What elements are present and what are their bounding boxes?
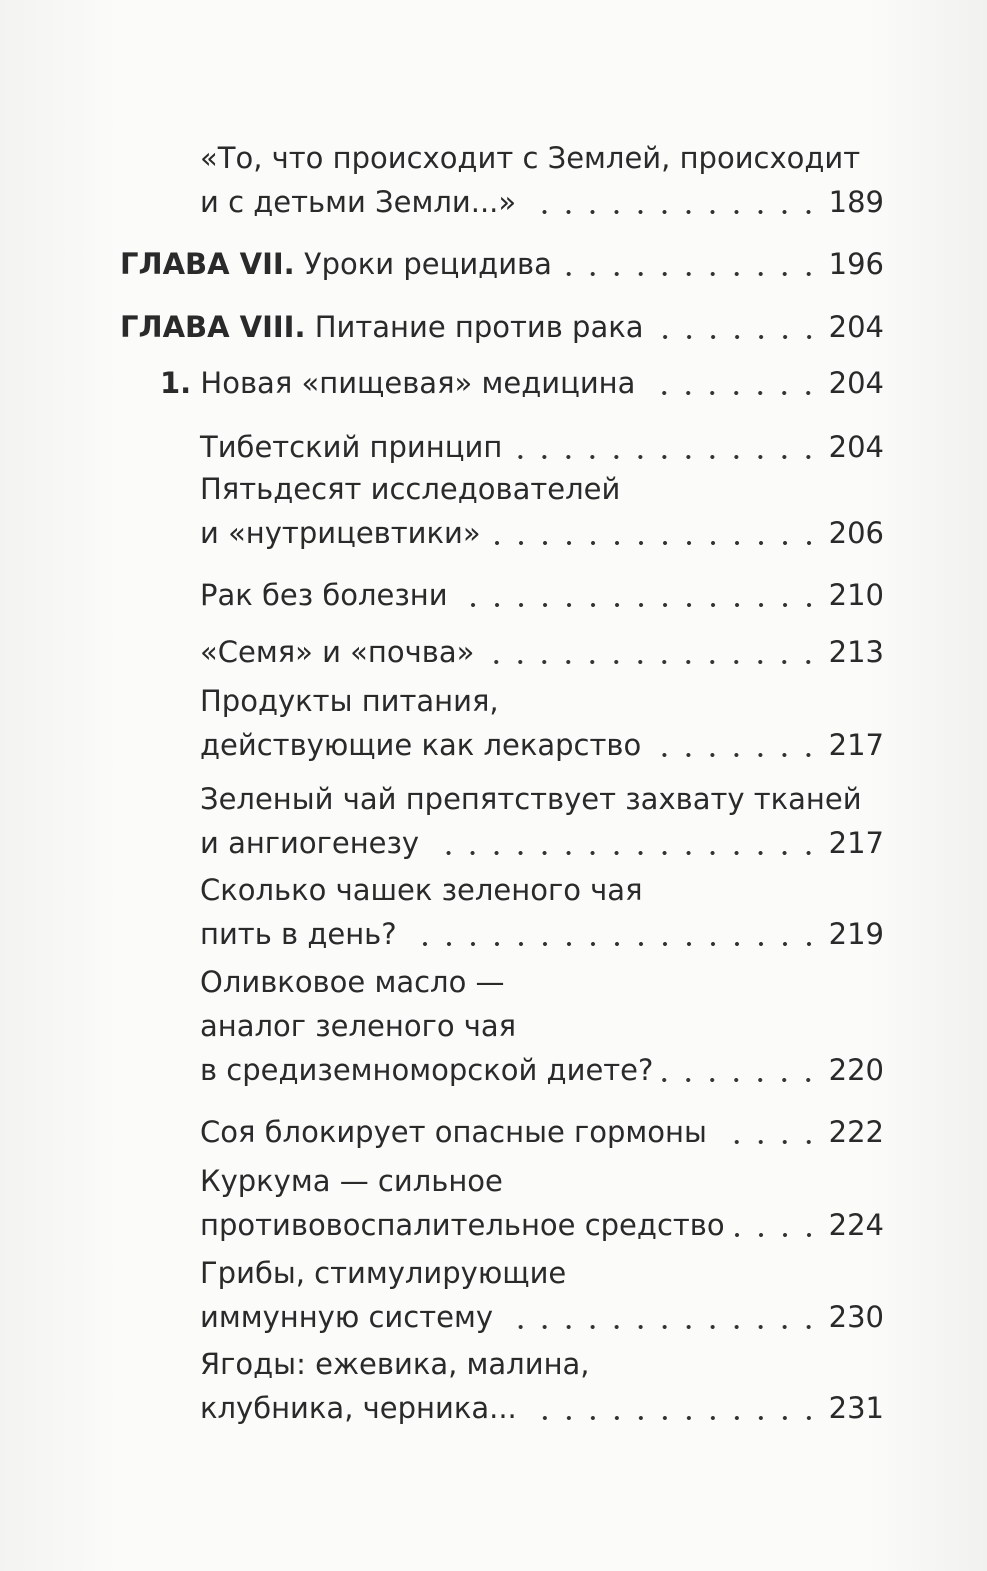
toc-entry — [200, 868, 884, 956]
entry-line: «То, что происходит с Землей, происходит — [200, 141, 861, 175]
page-number: 231 — [828, 1391, 884, 1425]
page-number: 219 — [828, 917, 884, 951]
toc-entry — [200, 960, 884, 1092]
entry-title: иммунную систему — [200, 1300, 493, 1334]
page-number: 206 — [828, 516, 884, 550]
entry-title: Питание против рака — [305, 310, 644, 344]
dot-leader — [643, 387, 820, 399]
dot-leader — [482, 656, 820, 668]
page-number: 224 — [828, 1208, 884, 1242]
entry-line: Пятьдесят исследователей — [200, 472, 621, 506]
entry-title: пить в день? — [200, 917, 397, 951]
dot-leader — [525, 1412, 821, 1424]
toc-entry — [200, 136, 884, 224]
entry-title: Рак без болезни — [200, 578, 448, 612]
chapter-label: ГЛАВА VIII. — [120, 310, 306, 344]
entry-line: Сколько чашек зеленого чая — [200, 873, 643, 907]
entry-title: в средиземноморской диете? — [200, 1053, 654, 1087]
entry-line: Грибы, стимулирующие — [200, 1256, 567, 1290]
toc-entry — [200, 777, 884, 865]
toc-entry — [200, 425, 884, 469]
page-number: 222 — [828, 1115, 884, 1149]
toc-entry — [200, 467, 884, 555]
entry-title: и «нутрицевтики» — [200, 516, 481, 550]
dot-leader — [661, 1074, 820, 1086]
dot-leader — [733, 1229, 821, 1241]
entry-title: противовоспалительное средство — [200, 1208, 725, 1242]
page-number: 210 — [828, 578, 884, 612]
entry-title: и с детьми Земли...» — [200, 185, 517, 219]
page-number: 220 — [828, 1053, 884, 1087]
toc-entry — [200, 573, 884, 617]
dot-leader — [524, 206, 821, 218]
page-number: 230 — [828, 1300, 884, 1334]
toc-entry — [200, 1159, 884, 1247]
toc-chapter — [120, 242, 884, 286]
dot-leader — [652, 331, 821, 343]
page-number: 213 — [828, 635, 884, 669]
entry-title: клубника, черника... — [200, 1391, 517, 1425]
page-number: 217 — [828, 826, 884, 860]
dot-leader — [715, 1136, 821, 1148]
entry-title: Новая «пищевая» медицина — [191, 366, 636, 400]
dot-leader — [427, 847, 821, 859]
entry-line: Оливковое масло — — [200, 965, 505, 999]
page-number: 217 — [828, 728, 884, 762]
toc-entry — [200, 679, 884, 767]
dot-leader — [510, 451, 820, 463]
toc-entry — [200, 630, 884, 674]
dot-leader — [456, 599, 821, 611]
toc-entry — [200, 1251, 884, 1339]
toc-entry — [200, 1342, 884, 1430]
toc-entry — [200, 1110, 884, 1154]
entry-line: аналог зеленого чая — [200, 1009, 517, 1043]
dot-leader — [501, 1321, 821, 1333]
page-number: 204 — [828, 366, 884, 400]
entry-title: Соя блокирует опасные гормоны — [200, 1115, 707, 1149]
entry-title: действующие как лекарство — [200, 728, 642, 762]
entry-line: Ягоды: ежевика, малина, — [200, 1347, 590, 1381]
page-number: 189 — [828, 185, 884, 219]
entry-title: «Семя» и «почва» — [200, 635, 475, 669]
entry-title: Тибетский принцип — [200, 430, 503, 464]
dot-leader — [649, 749, 820, 761]
page-number: 204 — [828, 430, 884, 464]
toc-chapter — [120, 305, 884, 349]
entry-line: Зеленый чай препятствует захвату тканей — [200, 782, 862, 816]
page-number: 204 — [828, 310, 884, 344]
dot-leader — [489, 537, 821, 549]
dot-leader — [560, 268, 821, 280]
chapter-label: ГЛАВА VII. — [120, 247, 295, 281]
dot-leader — [405, 938, 821, 950]
entry-line: Куркума — сильное — [200, 1164, 503, 1198]
entry-title: Уроки рецидива — [294, 247, 552, 281]
page-number: 196 — [828, 247, 884, 281]
section-number: 1. — [160, 366, 192, 400]
entry-line: Продукты питания, — [200, 684, 499, 718]
toc-section — [160, 361, 884, 405]
entry-title: и ангиогенезу — [200, 826, 420, 860]
